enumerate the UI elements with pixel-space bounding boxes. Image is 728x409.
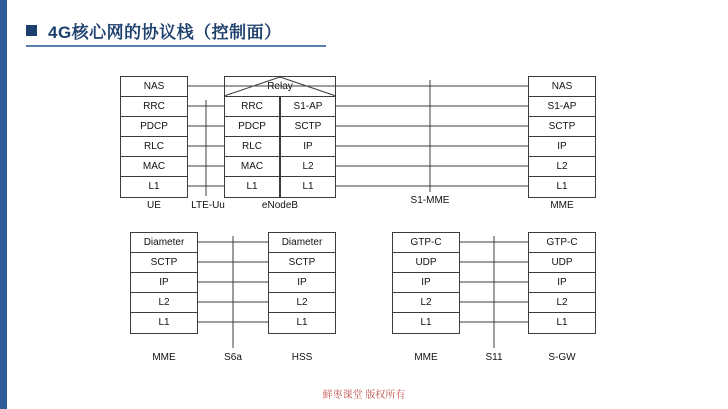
stack-hss xyxy=(268,232,336,334)
stack-cell: UDP xyxy=(529,253,595,273)
stack-cell: L1 xyxy=(529,313,595,333)
bullet-icon xyxy=(26,25,37,36)
stack-cell: L1 xyxy=(269,313,335,333)
stack-cell: IP xyxy=(269,273,335,293)
stack-cell: Diameter xyxy=(269,233,335,253)
stack-cell: RLC xyxy=(121,137,187,157)
relay-box xyxy=(224,76,336,96)
stack-cell: SCTP xyxy=(269,253,335,273)
stack-mme-top xyxy=(528,76,596,198)
stack-sgw xyxy=(528,232,596,334)
stack-mme-s6a xyxy=(130,232,198,334)
stack-cell: MAC xyxy=(225,157,279,177)
left-accent-bar xyxy=(0,0,7,409)
stack-cell: IP xyxy=(529,273,595,293)
stack-cell: RRC xyxy=(121,97,187,117)
stack-cell: L2 xyxy=(281,157,335,177)
stack-cell: UDP xyxy=(393,253,459,273)
node-label-hss: HSS xyxy=(291,352,313,363)
stack-cell: L1 xyxy=(281,177,335,197)
node-label-ue: UE xyxy=(147,200,161,211)
stack-cell: L2 xyxy=(131,293,197,313)
stack-cell: GTP-C xyxy=(529,233,595,253)
stack-cell: SCTP xyxy=(529,117,595,137)
stack-cell: L2 xyxy=(393,293,459,313)
relay-box-label: Relay xyxy=(225,77,335,96)
stack-cell: PDCP xyxy=(121,117,187,137)
stack-enodeb-left xyxy=(224,96,280,198)
stack-cell: PDCP xyxy=(225,117,279,137)
footer-copyright: 鲜枣课堂 版权所有 xyxy=(322,390,406,401)
node-label-mme-top: MME xyxy=(550,200,574,211)
stack-cell: L1 xyxy=(393,313,459,333)
node-label-sgw: S-GW xyxy=(548,352,576,363)
stack-cell: IP xyxy=(393,273,459,293)
stack-cell: NAS xyxy=(529,77,595,97)
interface-label-s11: S11 xyxy=(485,352,503,363)
interface-label-lte-uu: LTE-Uu xyxy=(191,200,225,211)
title-underline xyxy=(26,45,326,47)
stack-cell: S1-AP xyxy=(529,97,595,117)
node-label-mme-s6a: MME xyxy=(152,352,176,363)
stack-cell: S1-AP xyxy=(281,97,335,117)
stack-cell: L1 xyxy=(225,177,279,197)
stack-cell: RRC xyxy=(225,97,279,117)
stack-cell: MAC xyxy=(121,157,187,177)
stack-cell: IP xyxy=(131,273,197,293)
stack-cell: GTP-C xyxy=(393,233,459,253)
stack-cell: L2 xyxy=(269,293,335,313)
stack-cell: L1 xyxy=(529,177,595,197)
interface-label-s6a: S6a xyxy=(224,352,242,363)
stack-cell: L1 xyxy=(121,177,187,197)
stack-cell: RLC xyxy=(225,137,279,157)
node-label-enodeb: eNodeB xyxy=(261,200,299,211)
stack-mme-s11 xyxy=(392,232,460,334)
stack-cell: Diameter xyxy=(131,233,197,253)
page-title-text: 4G核心网的协议栈（控制面） xyxy=(48,23,282,42)
stack-cell: L2 xyxy=(529,157,595,177)
page-title xyxy=(26,18,282,43)
interface-label-s1-mme: S1-MME xyxy=(410,195,450,206)
stack-cell: SCTP xyxy=(281,117,335,137)
stack-enodeb-right xyxy=(280,96,336,198)
node-label-mme-s11: MME xyxy=(414,352,438,363)
stack-cell: IP xyxy=(281,137,335,157)
stack-cell: NAS xyxy=(121,77,187,97)
stack-cell: IP xyxy=(529,137,595,157)
stack-ue xyxy=(120,76,188,198)
stack-cell: L2 xyxy=(529,293,595,313)
stack-cell: L1 xyxy=(131,313,197,333)
stack-cell: SCTP xyxy=(131,253,197,273)
